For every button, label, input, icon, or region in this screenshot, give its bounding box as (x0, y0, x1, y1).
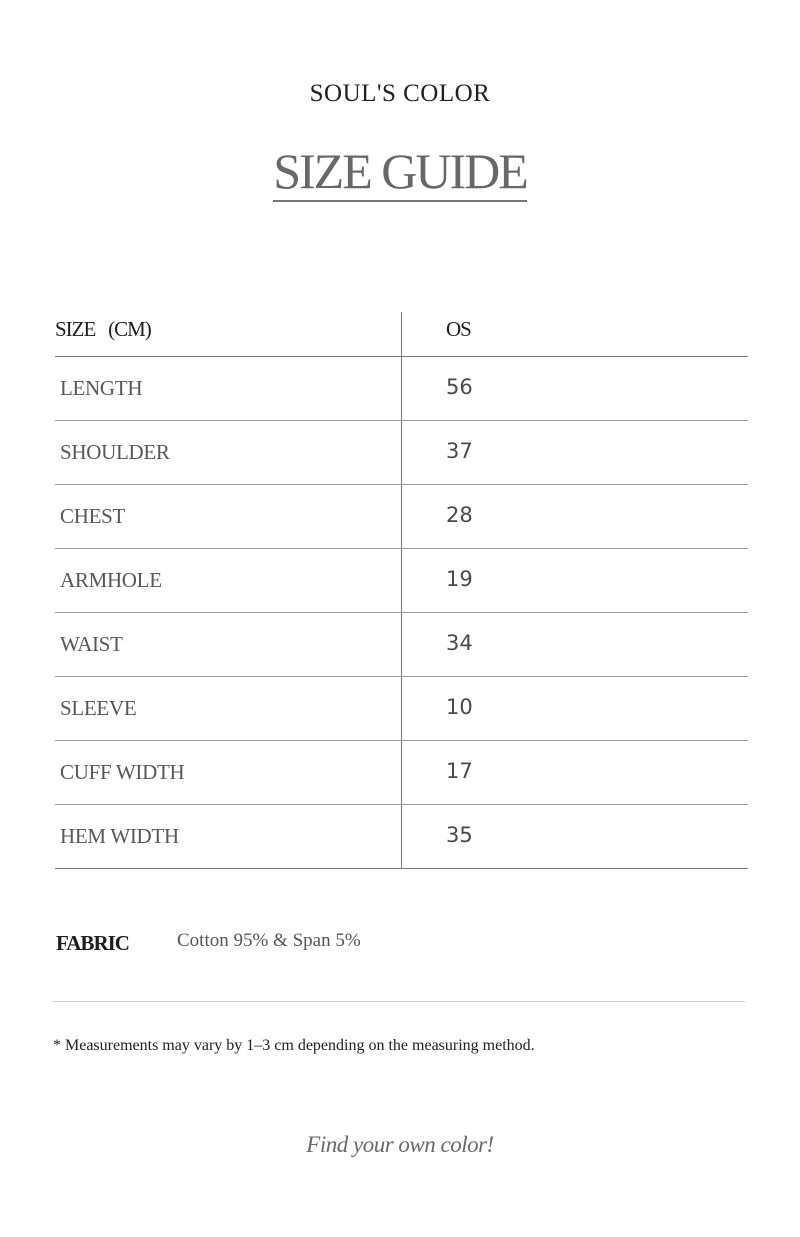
row-label: CUFF WIDTH (60, 760, 185, 784)
column-divider (401, 805, 402, 868)
table-row (55, 741, 748, 805)
column-divider (401, 357, 402, 420)
row-value: 17 (446, 759, 473, 783)
table-row (55, 421, 748, 485)
row-value: 56 (446, 375, 473, 399)
row-value: 10 (446, 695, 473, 719)
fabric-composition: Cotton 95% & Span 5% (177, 930, 361, 951)
column-divider (401, 677, 402, 740)
row-value: 37 (446, 439, 473, 463)
size-table (55, 312, 748, 869)
row-label: SHOULDER (60, 440, 170, 464)
brand-name: SOUL'S COLOR (309, 80, 491, 107)
column-divider (401, 549, 402, 612)
tagline: Find your own color! (306, 1132, 494, 1157)
table-row (55, 357, 748, 421)
row-label: CHEST (60, 504, 126, 528)
page-title: SIZE GUIDE (273, 146, 527, 202)
fabric-label: FABRIC (56, 931, 129, 955)
column-divider (401, 485, 402, 548)
page-title-wrapper (0, 143, 800, 202)
table-row (55, 677, 748, 741)
table-row (55, 613, 748, 677)
row-label: SLEEVE (60, 696, 137, 720)
measurement-note: * Measurements may vary by 1–3 cm depending on the measuring method. (53, 1037, 535, 1054)
row-value: 19 (446, 567, 473, 591)
section-divider (52, 1001, 745, 1002)
column-divider (401, 741, 402, 804)
column-divider (401, 613, 402, 676)
row-value: 34 (446, 631, 473, 655)
table-header (55, 312, 748, 357)
row-value: 28 (446, 503, 473, 527)
table-row (55, 549, 748, 613)
table-header-size: OS (446, 317, 471, 341)
table-row (55, 805, 748, 869)
table-header-label: SIZE (CM) (55, 317, 151, 341)
row-value: 35 (446, 823, 473, 847)
column-divider (401, 421, 402, 484)
row-label: ARMHOLE (60, 568, 162, 592)
column-divider (401, 312, 402, 356)
row-label: WAIST (60, 632, 123, 656)
table-row (55, 485, 748, 549)
row-label: HEM WIDTH (60, 824, 179, 848)
row-label: LENGTH (60, 376, 143, 400)
